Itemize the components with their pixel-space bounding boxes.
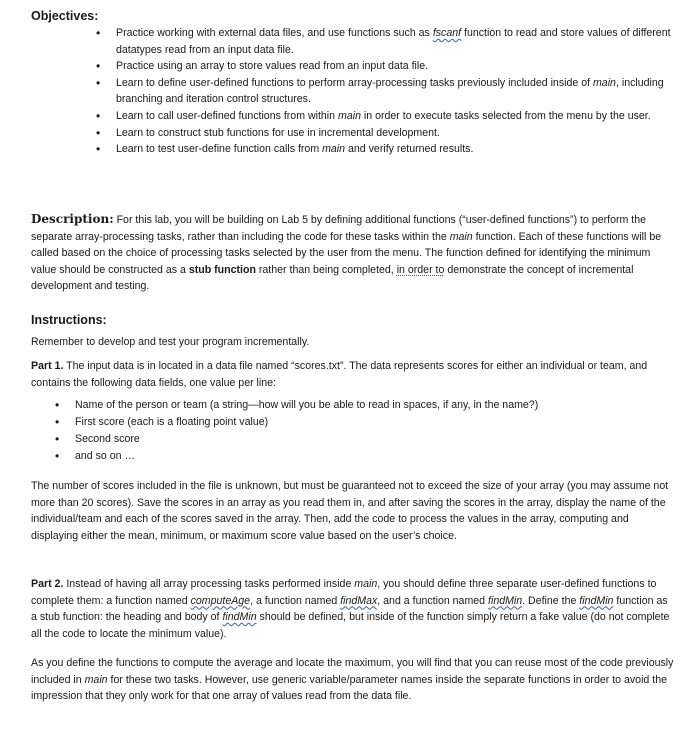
objectives-heading: Objectives: — [31, 9, 99, 23]
part1-label: Part 1. — [31, 360, 64, 372]
description-label: Description: — [31, 212, 114, 226]
description-paragraph: Description: For this lab, you will be building on Lab 5 by defining additional functions (“user-defined functions”) to perform the separate array-processing tasks, rather than including the code for these tasks within the main function. Each of these functions will be called based on the choice of processing tasks selected by the user from the menu. The function defined for identifying the minimum value should be constructed as a stub function rather than being completed, in order to demonstrate the concept of incremental development and testing. — [31, 212, 662, 293]
data-field-item: • Name of the person or team (a string—how will you be able to read in spaces, if any, in the name?) — [55, 397, 655, 414]
objective-item: • Practice working with external data files, and use functions such as fscanf function to read and store values of different datatypes read from an input data file. — [96, 25, 674, 58]
data-field-item: • First score (each is a floating point value) — [55, 414, 655, 431]
objective-item: • Learn to construct stub functions for use in incremental development. — [96, 125, 674, 142]
objectives-list — [96, 25, 674, 158]
part1-details-paragraph: The number of scores included in the file is unknown, but must be guaranteed not to exceed the size of your array (you may assume not more than 20 scores). Save the scores in an array as you read them in, and after saving the scores in the array, display the name of the individual/team and each of the scores saved in the array. Then, add the code to process the values in the array, computing and displaying either the mean, minimum, or maximum score value based on the user’s choice. — [31, 480, 669, 542]
instructions-intro: Remember to develop and test your program incrementally. — [31, 336, 310, 348]
data-field-item: • and so on … — [55, 448, 655, 465]
objective-item: • Practice using an array to store values read from an input data file. — [96, 58, 674, 75]
data-field-item: • Second score — [55, 431, 655, 448]
data-fields-list — [55, 397, 655, 465]
objective-item: • Learn to define user-defined functions to perform array-processing tasks previously included inside of main, including branching and iteration control structures. — [96, 75, 674, 108]
part1-paragraph: Part 1. The input data is in located in a data file named “scores.txt”. The data represents scores for either an individual or team, and contains the following data fields, one value per line: — [31, 360, 648, 389]
instructions-heading: Instructions: — [31, 313, 107, 327]
part2-paragraph: Part 2. Instead of having all array processing tasks performed inside main, you should define three separate user-defined functions to complete them: a function named computeAge, a function named findMax, and a function named findMin. Define the findMin function as a stub function: the heading and body of findMin should be defined, but inside of the function simply return a fake value (do not complete all the code to locate the minimum value). — [31, 578, 670, 640]
part2-label: Part 2. — [31, 578, 64, 590]
objective-item: • Learn to call user-defined functions from within main in order to execute tasks selected from the menu by the user. — [96, 108, 674, 125]
final-paragraph: As you define the functions to compute the average and locate the maximum, you will find that you can reuse most of the code previously included in main for these two tasks. However, use generic variable/parameter names inside the separate functions in order to avoid the impression that they only work for that one array of values read from the data file. — [31, 657, 674, 703]
objective-item: • Learn to test user-define function calls from main and verify returned results. — [96, 141, 674, 158]
